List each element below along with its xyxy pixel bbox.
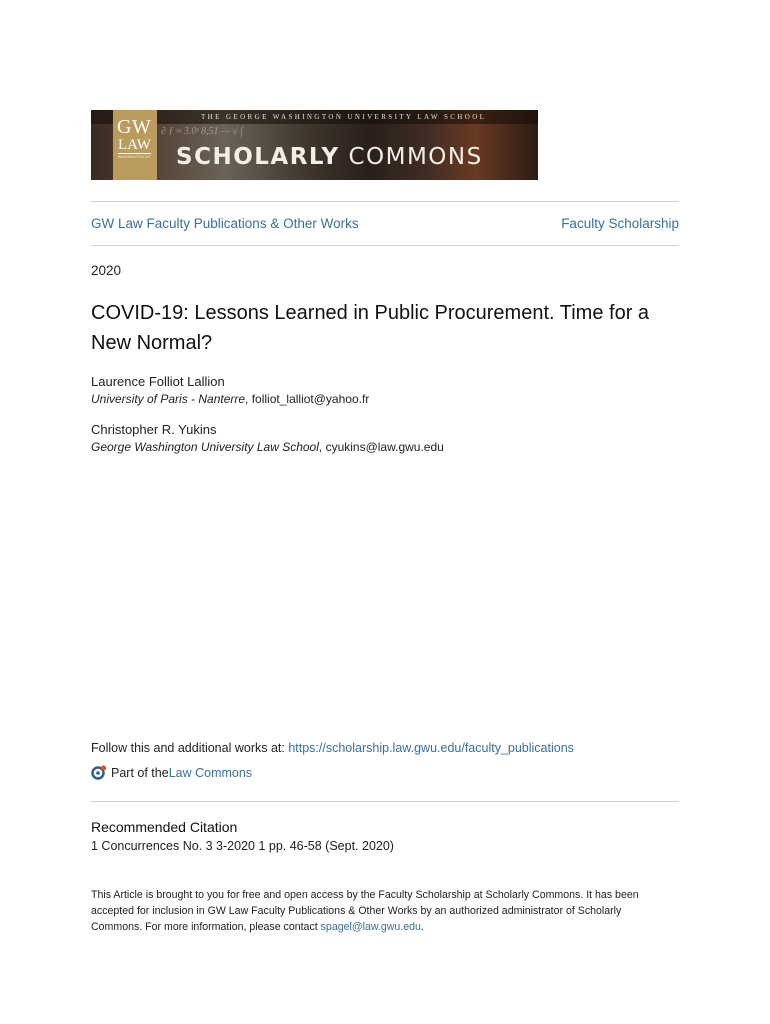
collection-link[interactable]: GW Law Faculty Publications & Other Works <box>91 216 359 231</box>
scholarly-commons-banner[interactable] <box>91 110 538 180</box>
faculty-publications-link[interactable]: https://scholarship.law.gwu.edu/faculty_publications <box>288 741 574 755</box>
author-email: , cyukins@law.gwu.edu <box>318 440 444 454</box>
citation-text: 1 Concurrences No. 3 3-2020 1 pp. 46-58 (Sept. 2020) <box>91 839 394 853</box>
publication-year: 2020 <box>91 263 122 278</box>
part-of-label: Part of the <box>111 765 169 780</box>
banner-school-name: THE GEORGE WASHINGTON UNIVERSITY LAW SCHOOL <box>201 113 487 121</box>
follow-label: Follow this and additional works at: <box>91 741 289 755</box>
faculty-scholarship-link[interactable]: Faculty Scholarship <box>561 216 679 231</box>
logo-gw-text: GW <box>117 116 152 138</box>
author-institution: University of Paris - Nanterre <box>91 392 246 406</box>
network-commons-icon <box>91 764 108 781</box>
wordmark-bold: SCHOLARLY <box>176 144 340 170</box>
law-commons-link[interactable]: Law Commons <box>168 765 253 780</box>
author-name: Laurence Folliot Lallion <box>91 374 225 389</box>
logo-subtext: WASHINGTON DC <box>118 155 151 159</box>
article-title: COVID-19: Lessons Learned in Public Procurement. Time for a New Normal? <box>91 302 650 354</box>
author-email: , folliot_lalliot@yahoo.fr <box>245 392 370 406</box>
contact-email-link[interactable]: spagel@law.gwu.edu <box>320 921 421 933</box>
author-affiliation <box>91 392 369 406</box>
part-of-line <box>91 764 252 781</box>
banner-decoration: ∂ ƒ ≈ 3.0ˢ 8,51 — √ ∫ <box>161 126 244 137</box>
top-divider <box>91 201 679 202</box>
nav-divider <box>91 245 679 246</box>
logo-law-text: LAW <box>118 137 151 153</box>
author-institution: George Washington University Law School <box>91 440 319 454</box>
author-affiliation <box>91 440 444 454</box>
wordmark-light: COMMONS <box>348 144 483 170</box>
access-notice <box>91 887 661 935</box>
notice-text: This Article is brought to you for free and open access by the Faculty Scholarship at Scholarly Commons. It has been accepted for inclusion in GW Law Faculty Publications & Other Works by an authorized administrator of Scholarly Commons. For more information, please contact <box>91 889 639 933</box>
notice-end: . <box>420 921 424 933</box>
follow-line <box>91 741 574 755</box>
scholarly-commons-wordmark <box>176 144 483 170</box>
citation-divider <box>91 801 679 802</box>
recommended-citation-heading: Recommended Citation <box>91 819 238 835</box>
author-name: Christopher R. Yukins <box>91 422 217 437</box>
